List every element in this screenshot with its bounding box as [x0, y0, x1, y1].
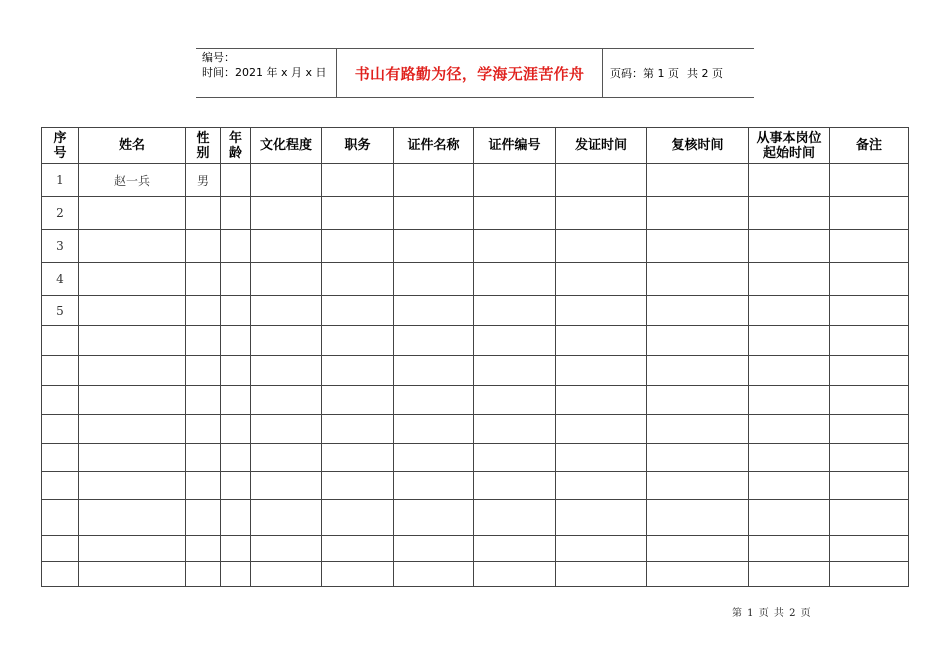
table-cell: [830, 164, 909, 197]
table-cell: [647, 444, 749, 472]
table-cell: [830, 386, 909, 415]
table-cell: [394, 263, 474, 296]
table-cell: [749, 415, 830, 444]
table-row: [42, 415, 909, 444]
table-cell: [186, 356, 221, 386]
table-cell: [830, 230, 909, 263]
table-cell: 4: [42, 263, 79, 296]
table-cell: [394, 356, 474, 386]
header-motto: 书山有路勤为径，学海无涯苦作舟: [337, 49, 603, 97]
table-cell: [749, 536, 830, 562]
table-cell: [474, 197, 556, 230]
table-cell: [221, 562, 251, 587]
table-cell: [221, 197, 251, 230]
table-cell: [749, 500, 830, 536]
table-cell: [830, 326, 909, 356]
table-cell: [42, 326, 79, 356]
table-cell: [647, 472, 749, 500]
table-cell: 3: [42, 230, 79, 263]
table-cell: [251, 356, 322, 386]
table-cell: [186, 562, 221, 587]
table-cell: 男: [186, 164, 221, 197]
table-cell: [251, 263, 322, 296]
table-cell: [647, 415, 749, 444]
table-cell: [322, 263, 394, 296]
table-cell: [186, 386, 221, 415]
table-cell: [749, 386, 830, 415]
table-cell: [79, 500, 186, 536]
table-cell: [79, 326, 186, 356]
table-cell: [186, 296, 221, 326]
table-cell: [749, 263, 830, 296]
table-cell: [186, 536, 221, 562]
table-cell: [474, 386, 556, 415]
table-row: [42, 444, 909, 472]
table-cell: [186, 326, 221, 356]
table-cell: [830, 197, 909, 230]
table-cell: 5: [42, 296, 79, 326]
table-cell: [647, 326, 749, 356]
table-cell: [556, 263, 647, 296]
table-cell: [42, 562, 79, 587]
table-cell: [830, 356, 909, 386]
table-cell: [221, 230, 251, 263]
header-page-total: 共 2 页: [687, 67, 723, 80]
table-cell: [474, 444, 556, 472]
table-cell: [221, 472, 251, 500]
table-cell: [474, 164, 556, 197]
column-header-issue-date: 发证时间: [556, 128, 647, 164]
table-cell: [830, 415, 909, 444]
table-cell: [79, 472, 186, 500]
table-cell: [556, 326, 647, 356]
table-cell: [647, 197, 749, 230]
table-cell: [322, 562, 394, 587]
column-header-age: 年龄: [221, 128, 251, 164]
table-cell: [647, 164, 749, 197]
table-cell: [322, 164, 394, 197]
table-cell: [556, 500, 647, 536]
table-cell: [647, 296, 749, 326]
table-cell: [322, 296, 394, 326]
table-cell: [394, 296, 474, 326]
table-cell: [830, 472, 909, 500]
header-meta: [196, 49, 337, 97]
table-cell: [79, 386, 186, 415]
table-cell: [186, 230, 221, 263]
column-header-gender: 性别: [186, 128, 221, 164]
table-cell: [749, 164, 830, 197]
table-cell: [474, 263, 556, 296]
table-row: [42, 164, 909, 197]
column-header-index: 序号: [42, 128, 79, 164]
table-cell: [749, 326, 830, 356]
table-cell: [474, 562, 556, 587]
page-footer: 第 1 页 共 2 页: [732, 608, 811, 619]
table-cell: [394, 164, 474, 197]
table-cell: [322, 415, 394, 444]
table-cell: [322, 536, 394, 562]
document-date: 时间：2021 年 x 月 x 日: [202, 66, 327, 79]
table-cell: [322, 326, 394, 356]
table-cell: [186, 472, 221, 500]
table-cell: [221, 415, 251, 444]
table-cell: [394, 472, 474, 500]
table-cell: [221, 356, 251, 386]
table-cell: [221, 500, 251, 536]
table-cell: [79, 230, 186, 263]
table-row: [42, 230, 909, 263]
table-row: [42, 296, 909, 326]
column-header-review-date: 复核时间: [647, 128, 749, 164]
table-cell: [474, 326, 556, 356]
table-cell: [647, 386, 749, 415]
table-cell: [749, 562, 830, 587]
table-cell: [322, 356, 394, 386]
table-cell: [749, 472, 830, 500]
table-cell: [79, 263, 186, 296]
table-cell: [186, 500, 221, 536]
table-cell: [251, 536, 322, 562]
table-cell: [749, 230, 830, 263]
table-row: [42, 197, 909, 230]
table-cell: [251, 164, 322, 197]
table-cell: [830, 536, 909, 562]
column-header-start-date: 从事本岗位起始时间: [749, 128, 830, 164]
table-cell: [42, 472, 79, 500]
table-cell: [322, 500, 394, 536]
table-cell: [251, 230, 322, 263]
table-cell: [221, 536, 251, 562]
table-header-row: [42, 128, 909, 164]
table-cell: [556, 562, 647, 587]
table-row: [42, 386, 909, 415]
table-cell: [186, 415, 221, 444]
column-header-education: 文化程度: [251, 128, 322, 164]
table-cell: [474, 296, 556, 326]
table-cell: [79, 536, 186, 562]
table-cell: [322, 472, 394, 500]
table-cell: [251, 296, 322, 326]
table-cell: [394, 326, 474, 356]
table-cell: [251, 562, 322, 587]
column-header-remarks: 备注: [830, 128, 909, 164]
table-cell: [749, 444, 830, 472]
table-cell: [749, 296, 830, 326]
table-cell: [251, 415, 322, 444]
table-cell: [556, 536, 647, 562]
table-cell: [556, 444, 647, 472]
table-cell: [221, 386, 251, 415]
table-cell: [79, 444, 186, 472]
table-cell: [186, 444, 221, 472]
table-row: [42, 562, 909, 587]
table-cell: [42, 536, 79, 562]
header-page-label: 页码：第 1 页: [610, 67, 679, 80]
table-cell: [647, 263, 749, 296]
table-cell: [79, 197, 186, 230]
table-cell: [394, 444, 474, 472]
table-row: [42, 326, 909, 356]
table-cell: [186, 197, 221, 230]
table-cell: [251, 444, 322, 472]
table-cell: [79, 296, 186, 326]
column-header-name: 姓名: [79, 128, 186, 164]
table-cell: [251, 197, 322, 230]
personnel-table: [41, 127, 909, 587]
table-cell: [556, 356, 647, 386]
table-cell: [394, 386, 474, 415]
header-page-info: [603, 49, 754, 97]
table-cell: [556, 197, 647, 230]
column-header-certificate-name: 证件名称: [394, 128, 474, 164]
table-row: [42, 500, 909, 536]
table-cell: 赵一兵: [79, 164, 186, 197]
table-cell: 2: [42, 197, 79, 230]
table-cell: [394, 536, 474, 562]
table-cell: [186, 263, 221, 296]
table-cell: [749, 197, 830, 230]
table-cell: [394, 562, 474, 587]
column-header-certificate-number: 证件编号: [474, 128, 556, 164]
table-cell: [556, 164, 647, 197]
table-row: [42, 263, 909, 296]
table-cell: [474, 536, 556, 562]
document-number-label: 编号：: [202, 51, 235, 64]
table-cell: [251, 472, 322, 500]
table-cell: [830, 562, 909, 587]
table-cell: [394, 197, 474, 230]
table-cell: [474, 500, 556, 536]
table-cell: [647, 356, 749, 386]
table-cell: [79, 562, 186, 587]
table-cell: [79, 415, 186, 444]
table-cell: [42, 415, 79, 444]
document-header: [196, 48, 754, 98]
table-cell: [251, 500, 322, 536]
table-cell: [221, 164, 251, 197]
table-cell: [556, 230, 647, 263]
table-row: [42, 536, 909, 562]
table-cell: [221, 326, 251, 356]
table-cell: [647, 536, 749, 562]
table-cell: [79, 356, 186, 386]
table-cell: [830, 500, 909, 536]
table-row: [42, 356, 909, 386]
table-cell: [647, 230, 749, 263]
table-cell: [647, 562, 749, 587]
table-cell: [322, 230, 394, 263]
table-cell: [830, 444, 909, 472]
table-body: [42, 164, 909, 587]
table-cell: [322, 386, 394, 415]
column-header-position: 职务: [322, 128, 394, 164]
table-cell: [251, 386, 322, 415]
table-cell: [394, 230, 474, 263]
table-cell: [474, 356, 556, 386]
table-cell: [556, 415, 647, 444]
table-cell: [830, 263, 909, 296]
table-cell: [221, 444, 251, 472]
table-cell: [556, 296, 647, 326]
table-cell: [556, 386, 647, 415]
table-cell: [322, 197, 394, 230]
table-row: [42, 472, 909, 500]
table-cell: [42, 386, 79, 415]
table-cell: [221, 263, 251, 296]
table-cell: [474, 415, 556, 444]
table-cell: [322, 444, 394, 472]
table-cell: [42, 356, 79, 386]
table-cell: [830, 296, 909, 326]
table-cell: [251, 326, 322, 356]
table-cell: [749, 356, 830, 386]
table-cell: [394, 415, 474, 444]
table-cell: [394, 500, 474, 536]
table-cell: [221, 296, 251, 326]
table-cell: [42, 444, 79, 472]
table-cell: [647, 500, 749, 536]
table-cell: [474, 230, 556, 263]
table-cell: 1: [42, 164, 79, 197]
table-cell: [474, 472, 556, 500]
table-cell: [556, 472, 647, 500]
table-cell: [42, 500, 79, 536]
